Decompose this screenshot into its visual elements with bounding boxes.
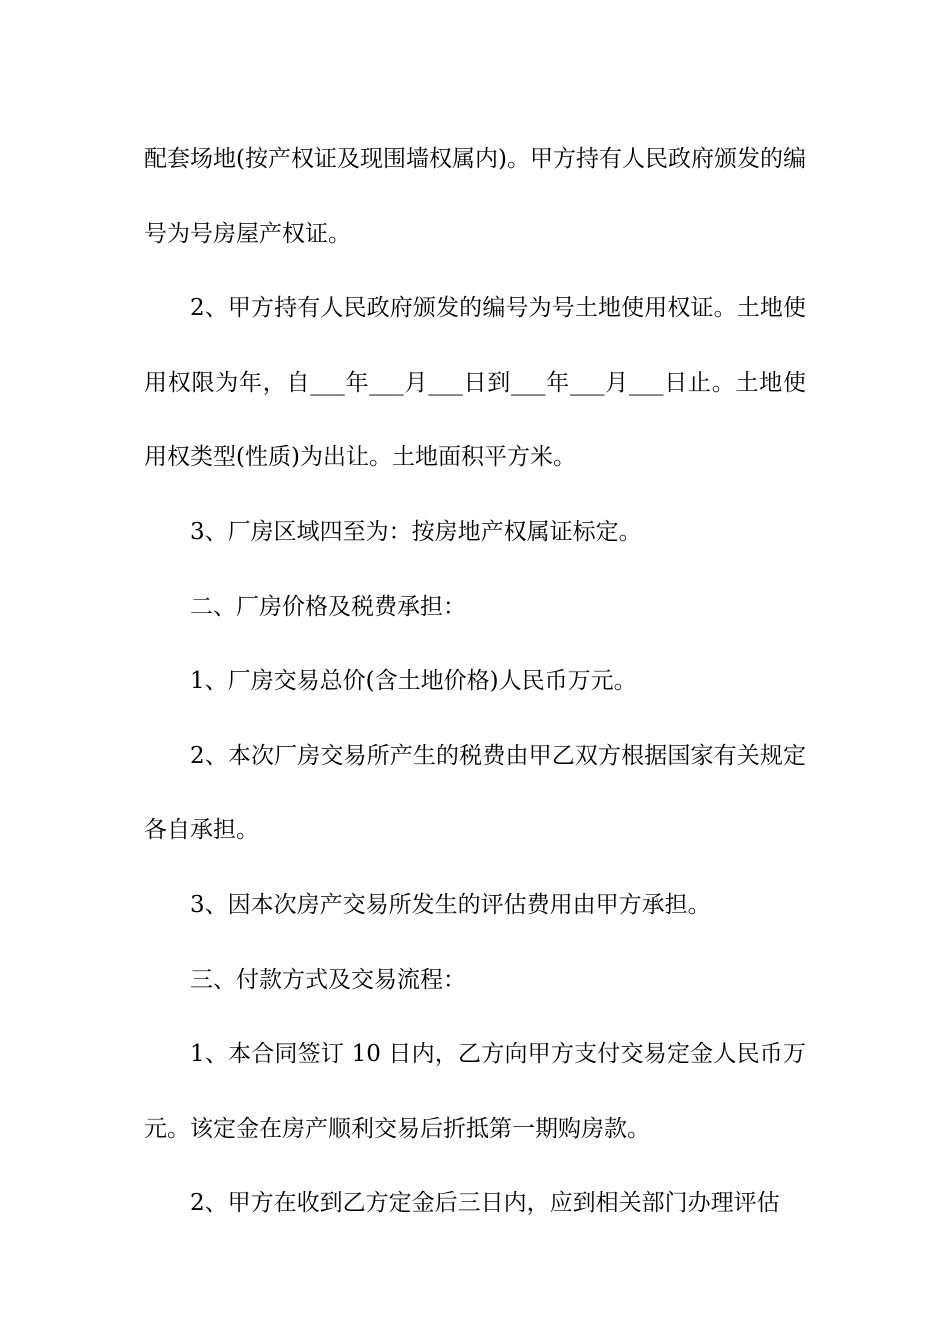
paragraph-ownership-certificate: 配套场地(按产权证及现围墙权属内)。甲方持有人民政府颁发的编号为号房屋产权证。: [144, 146, 806, 247]
paragraph-land-use-certificate: 2、甲方持有人民政府颁发的编号为号土地使用权证。土地使用权限为年，自___年___月___日到___年___月___日止。土地使用权类型(性质)为出让。土地面积平方米。: [144, 295, 806, 471]
paragraph-taxes: 2、本次厂房交易所产生的税费由甲乙双方根据国家有关规定各自承担。: [144, 742, 806, 844]
paragraph-total-price: 1、厂房交易总价(含土地价格)人民币万元。: [190, 668, 637, 695]
document-body: [144, 122, 806, 1241]
paragraph-boundaries: 3、厂房区域四至为：按房地产权属证标定。: [190, 518, 642, 545]
section-heading-price-taxes: 二、厂房价格及税费承担：: [190, 593, 466, 620]
paragraph-appraisal-procedure: 2、甲方在收到乙方定金后三日内，应到相关部门办理评估: [190, 1190, 780, 1217]
paragraph-appraisal-fee: 3、因本次房产交易所发生的评估费用由甲方承担。: [190, 891, 711, 918]
section-heading-payment-process: 三、付款方式及交易流程：: [190, 966, 466, 993]
paragraph-deposit: 1、本合同签订 10 日内，乙方向甲方支付交易定金人民币万元。该定金在房产顺利交易后折抵第一期购房款。: [144, 1041, 806, 1142]
